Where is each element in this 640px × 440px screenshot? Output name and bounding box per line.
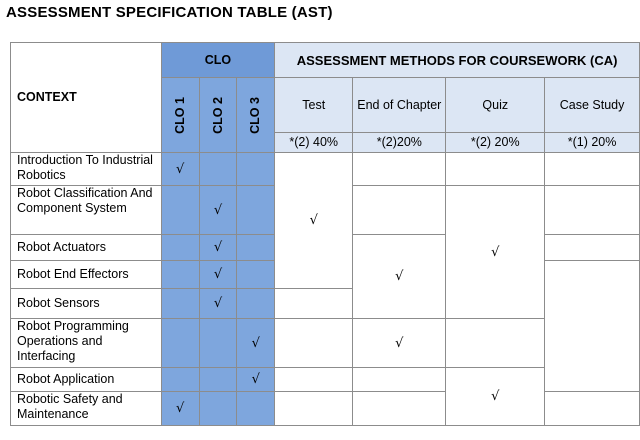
assessment-methods-header: ASSESSMENT METHODS FOR COURSEWORK (CA) <box>275 43 640 78</box>
check-mark: √ <box>353 319 446 368</box>
method-end-of-chapter: End of Chapter <box>353 78 446 133</box>
method-test: Test <box>275 78 353 133</box>
topic-classification: Robot Classification And Component System <box>11 186 162 235</box>
weight-end-of-chapter: *(2)20% <box>353 133 446 153</box>
check-mark: √ <box>446 186 545 319</box>
check-mark: √ <box>199 261 237 289</box>
weight-quiz: *(2) 20% <box>446 133 545 153</box>
method-case-study: Case Study <box>545 78 640 133</box>
check-mark: √ <box>237 368 275 392</box>
check-mark-glyph: √ <box>491 389 500 404</box>
check-mark: √ <box>199 289 237 319</box>
topic-programming: Robot Programming Operations and Interfacing <box>11 319 162 368</box>
clo3-header: CLO 3 <box>237 78 275 153</box>
topic-end-effectors: Robot End Effectors <box>11 261 162 289</box>
topic-sensors: Robot Sensors <box>11 289 162 319</box>
weight-test: *(2) 40% <box>275 133 353 153</box>
method-quiz: Quiz <box>446 78 545 133</box>
topic-application: Robot Application <box>11 368 162 392</box>
topic-safety: Robotic Safety and Maintenance <box>11 392 162 426</box>
topic-actuators: Robot Actuators <box>11 235 162 261</box>
assessment-table <box>10 42 640 426</box>
weight-case-study: *(1) 20% <box>545 133 640 153</box>
topic-introduction: Introduction To Industrial Robotics <box>11 153 162 186</box>
check-mark: √ <box>353 235 446 319</box>
check-mark: √ <box>161 392 199 426</box>
clo1-header: CLO 1 <box>161 78 199 153</box>
clo2-header: CLO 2 <box>199 78 237 153</box>
check-mark: √ <box>275 153 353 289</box>
check-mark: √ <box>199 235 237 261</box>
context-header: CONTEXT <box>11 43 162 153</box>
check-mark: √ <box>237 319 275 368</box>
check-mark: √ <box>199 186 237 235</box>
page-title: ASSESSMENT SPECIFICATION TABLE (AST) <box>6 4 333 21</box>
check-mark <box>446 368 545 426</box>
check-mark: √ <box>161 153 199 186</box>
clo-header: CLO <box>161 43 274 78</box>
